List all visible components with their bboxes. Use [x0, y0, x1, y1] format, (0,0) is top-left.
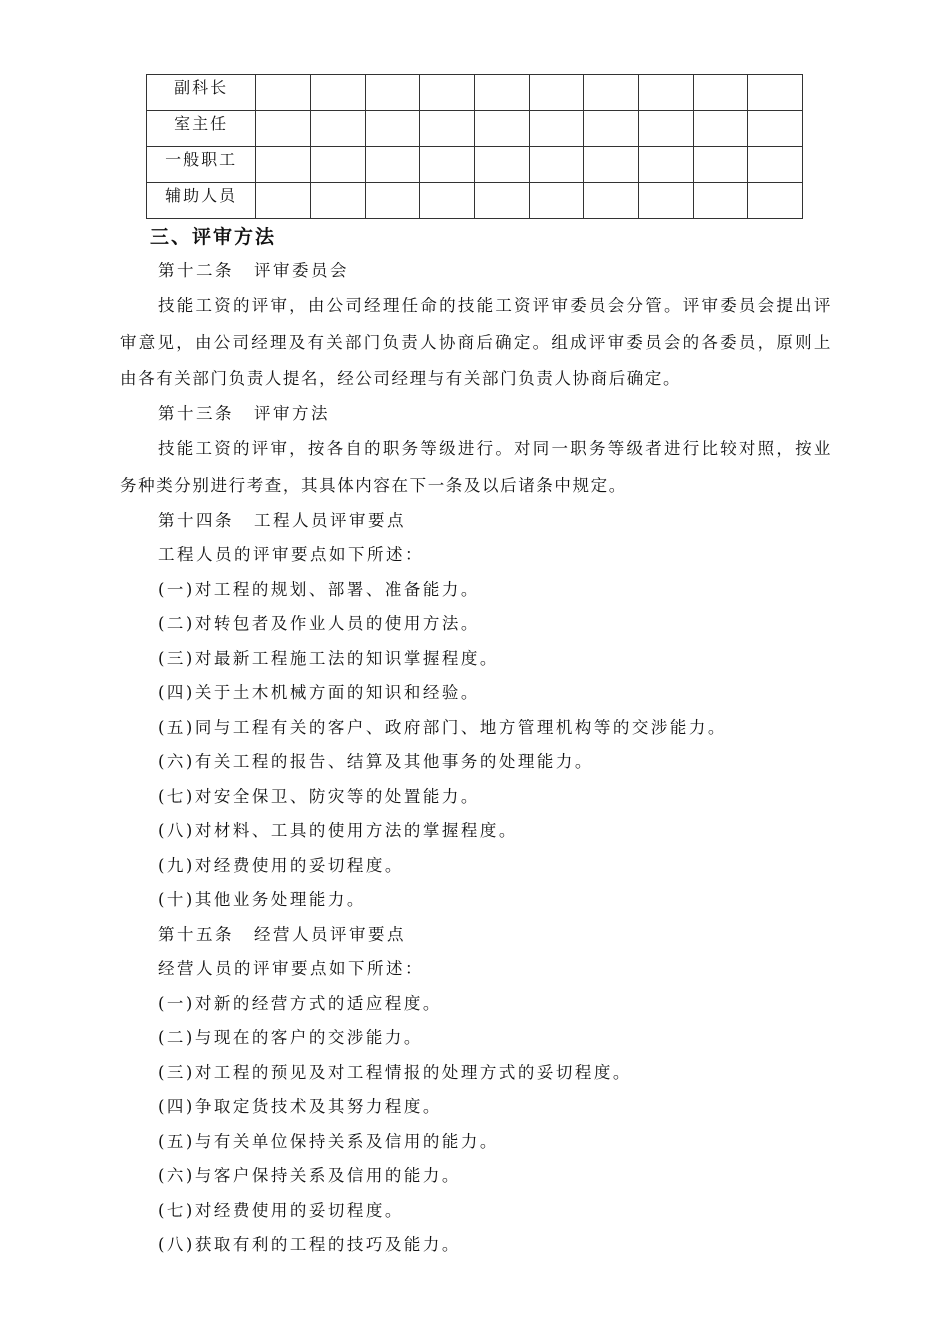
paragraph-line: 务种类分别进行考查，其具体内容在下一条及以后诸条中规定。 — [120, 476, 627, 495]
article-14-title — [158, 511, 406, 531]
table-cell — [693, 147, 748, 183]
table-cell — [310, 111, 365, 147]
row-label: 副科长 — [147, 75, 256, 111]
article-intro: 工程人员的评审要点如下所述： — [158, 545, 424, 564]
table-cell — [420, 147, 475, 183]
table-cell — [748, 147, 803, 183]
table-cell — [256, 147, 311, 183]
table-cell — [256, 111, 311, 147]
article-number: 第十二条 — [158, 261, 234, 280]
table-cell — [420, 111, 475, 147]
list-item: (二)对转包者及作业人员的使用方法。 — [158, 614, 480, 633]
list-item: (五)与有关单位保持关系及信用的能力。 — [158, 1132, 499, 1151]
article-12-title — [158, 261, 349, 281]
table-cell — [365, 147, 420, 183]
list-item: (三)对最新工程施工法的知识掌握程度。 — [158, 649, 499, 668]
table-cell — [310, 75, 365, 111]
table-cell — [638, 111, 693, 147]
table-cell — [474, 75, 529, 111]
article-number: 第十四条 — [158, 511, 234, 530]
table-row — [147, 75, 803, 111]
table-cell — [748, 111, 803, 147]
list-item: (三)对工程的预见及对工程情报的处理方式的妥切程度。 — [158, 1063, 632, 1082]
list-item: (八)获取有利的工程的技巧及能力。 — [158, 1235, 461, 1254]
table-row — [147, 111, 803, 147]
table-cell — [365, 75, 420, 111]
article-intro: 经营人员的评审要点如下所述： — [158, 959, 424, 978]
list-item: (二)与现在的客户的交涉能力。 — [158, 1028, 423, 1047]
article-number: 第十三条 — [158, 404, 234, 423]
table-cell — [638, 147, 693, 183]
list-item: (五)同与工程有关的客户、政府部门、地方管理机构等的交涉能力。 — [158, 718, 727, 737]
article-13-title — [158, 404, 330, 424]
list-item: (四)关于土木机械方面的知识和经验。 — [158, 683, 480, 702]
table-row — [147, 183, 803, 219]
paragraph-line: 由各有关部门负责人提名，经公司经理与有关部门负责人协商后确定。 — [120, 369, 682, 388]
table-cell — [693, 183, 748, 219]
table-cell — [256, 75, 311, 111]
table-cell — [256, 183, 311, 219]
table-cell — [748, 183, 803, 219]
table-cell — [748, 75, 803, 111]
table-cell — [584, 183, 639, 219]
section-heading: 三、评审方法 — [150, 226, 277, 248]
article-title: 工程人员评审要点 — [254, 511, 406, 530]
table-cell — [584, 75, 639, 111]
table-cell — [420, 183, 475, 219]
list-item: (八)对材料、工具的使用方法的掌握程度。 — [158, 821, 518, 840]
table-cell — [529, 111, 584, 147]
table-cell — [584, 111, 639, 147]
table-cell — [584, 147, 639, 183]
table-cell — [365, 183, 420, 219]
table-cell — [693, 111, 748, 147]
list-item: (六)有关工程的报告、结算及其他事务的处理能力。 — [158, 752, 594, 771]
table-cell — [310, 147, 365, 183]
table-cell — [420, 75, 475, 111]
list-item: (七)对安全保卫、防灾等的处置能力。 — [158, 787, 480, 806]
list-item: (九)对经费使用的妥切程度。 — [158, 856, 404, 875]
grade-table — [146, 74, 803, 219]
paragraph-line: 技能工资的评审，按各自的职务等级进行。对同一职务等级者进行比较对照，按业 — [158, 439, 832, 458]
list-item: (七)对经费使用的妥切程度。 — [158, 1201, 404, 1220]
paragraph-line: 技能工资的评审，由公司经理任命的技能工资评审委员会分管。评审委员会提出评 — [158, 296, 832, 315]
article-title: 评审方法 — [254, 404, 330, 423]
article-number: 第十五条 — [158, 925, 234, 944]
table-row — [147, 147, 803, 183]
row-label: 一般职工 — [147, 147, 256, 183]
table-cell — [529, 147, 584, 183]
table-cell — [693, 75, 748, 111]
table-cell — [310, 183, 365, 219]
table-cell — [638, 75, 693, 111]
table-cell — [365, 111, 420, 147]
list-item: (六)与客户保持关系及信用的能力。 — [158, 1166, 461, 1185]
article-title: 经营人员评审要点 — [254, 925, 406, 944]
list-item: (十)其他业务处理能力。 — [158, 890, 366, 909]
table-cell — [529, 183, 584, 219]
table-cell — [474, 183, 529, 219]
table-cell — [638, 183, 693, 219]
list-item: (一)对工程的规划、部署、准备能力。 — [158, 580, 480, 599]
article-title: 评审委员会 — [254, 261, 349, 280]
list-item: (四)争取定货技术及其努力程度。 — [158, 1097, 442, 1116]
paragraph-line: 审意见，由公司经理及有关部门负责人协商后确定。组成评审委员会的各委员，原则上 — [120, 333, 832, 352]
table-cell — [474, 111, 529, 147]
table-cell — [529, 75, 584, 111]
row-label: 室主任 — [147, 111, 256, 147]
list-item: (一)对新的经营方式的适应程度。 — [158, 994, 442, 1013]
table-cell — [474, 147, 529, 183]
article-15-title — [158, 925, 406, 945]
row-label: 辅助人员 — [147, 183, 256, 219]
